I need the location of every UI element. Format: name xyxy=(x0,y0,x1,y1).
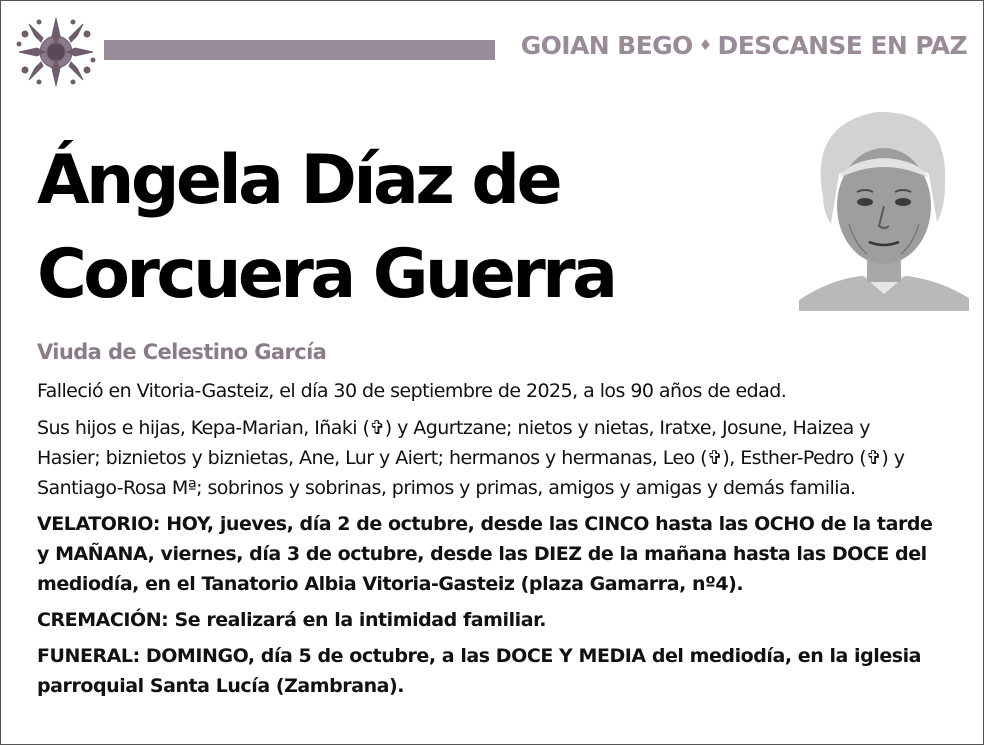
header-rule xyxy=(104,40,495,60)
cremacion-text: CREMACIÓN: Se realizará en la intimidad familiar. xyxy=(37,608,547,631)
header-title xyxy=(521,31,967,60)
name-line-2: Corcuera Guerra xyxy=(37,235,615,314)
notice-body xyxy=(37,376,937,701)
family-text: Sus hijos e hijas, Kepa-Marian, Iñaki (✞) y Agurtzane; nietos y nietas, Iratxe, Josune, Haizea y Hasier; biznietos y biznietas, Ane, Lur y Aiert; hermanos y hermanas, Leo (✞), Esther-Pedro (✞) y Santiago-Rosa Mª; sobrinos y sobrinas, primos y primas, amigos y amigas y demás familia. xyxy=(37,416,905,499)
deceased-subtitle: Viuda de Celestino García xyxy=(37,340,327,364)
deceased-name xyxy=(37,134,777,322)
header-right-text: DESCANSE EN PAZ xyxy=(717,31,967,60)
velatorio-text: VELATORIO: HOY, jueves, día 2 de octubre, desde las CINCO hasta las OCHO de la tarde y MAÑANA, viernes, día 3 de octubre, desde las DIEZ de la mañana hasta las DOCE del mediodía, en el Tanatorio Albia Vitoria-Gasteiz (plaza Gamarra, nº4). xyxy=(37,512,933,595)
header-left-text: GOIAN BEGO xyxy=(520,31,693,60)
death-notice-text: Falleció en Vitoria-Gasteiz, el día 30 de septiembre de 2025, a los 90 años de edad. xyxy=(37,380,787,402)
diamond-separator-icon: ♦ xyxy=(698,36,712,54)
name-line-1: Ángela Díaz de xyxy=(37,141,559,220)
portrait-photo xyxy=(799,104,969,311)
floral-cross-ornament-icon xyxy=(15,14,97,90)
funeral-text: FUNERAL: DOMINGO, día 5 de octubre, a las DOCE Y MEDIA del mediodía, en la iglesia parroquial Santa Lucía (Zambrana). xyxy=(37,645,922,697)
